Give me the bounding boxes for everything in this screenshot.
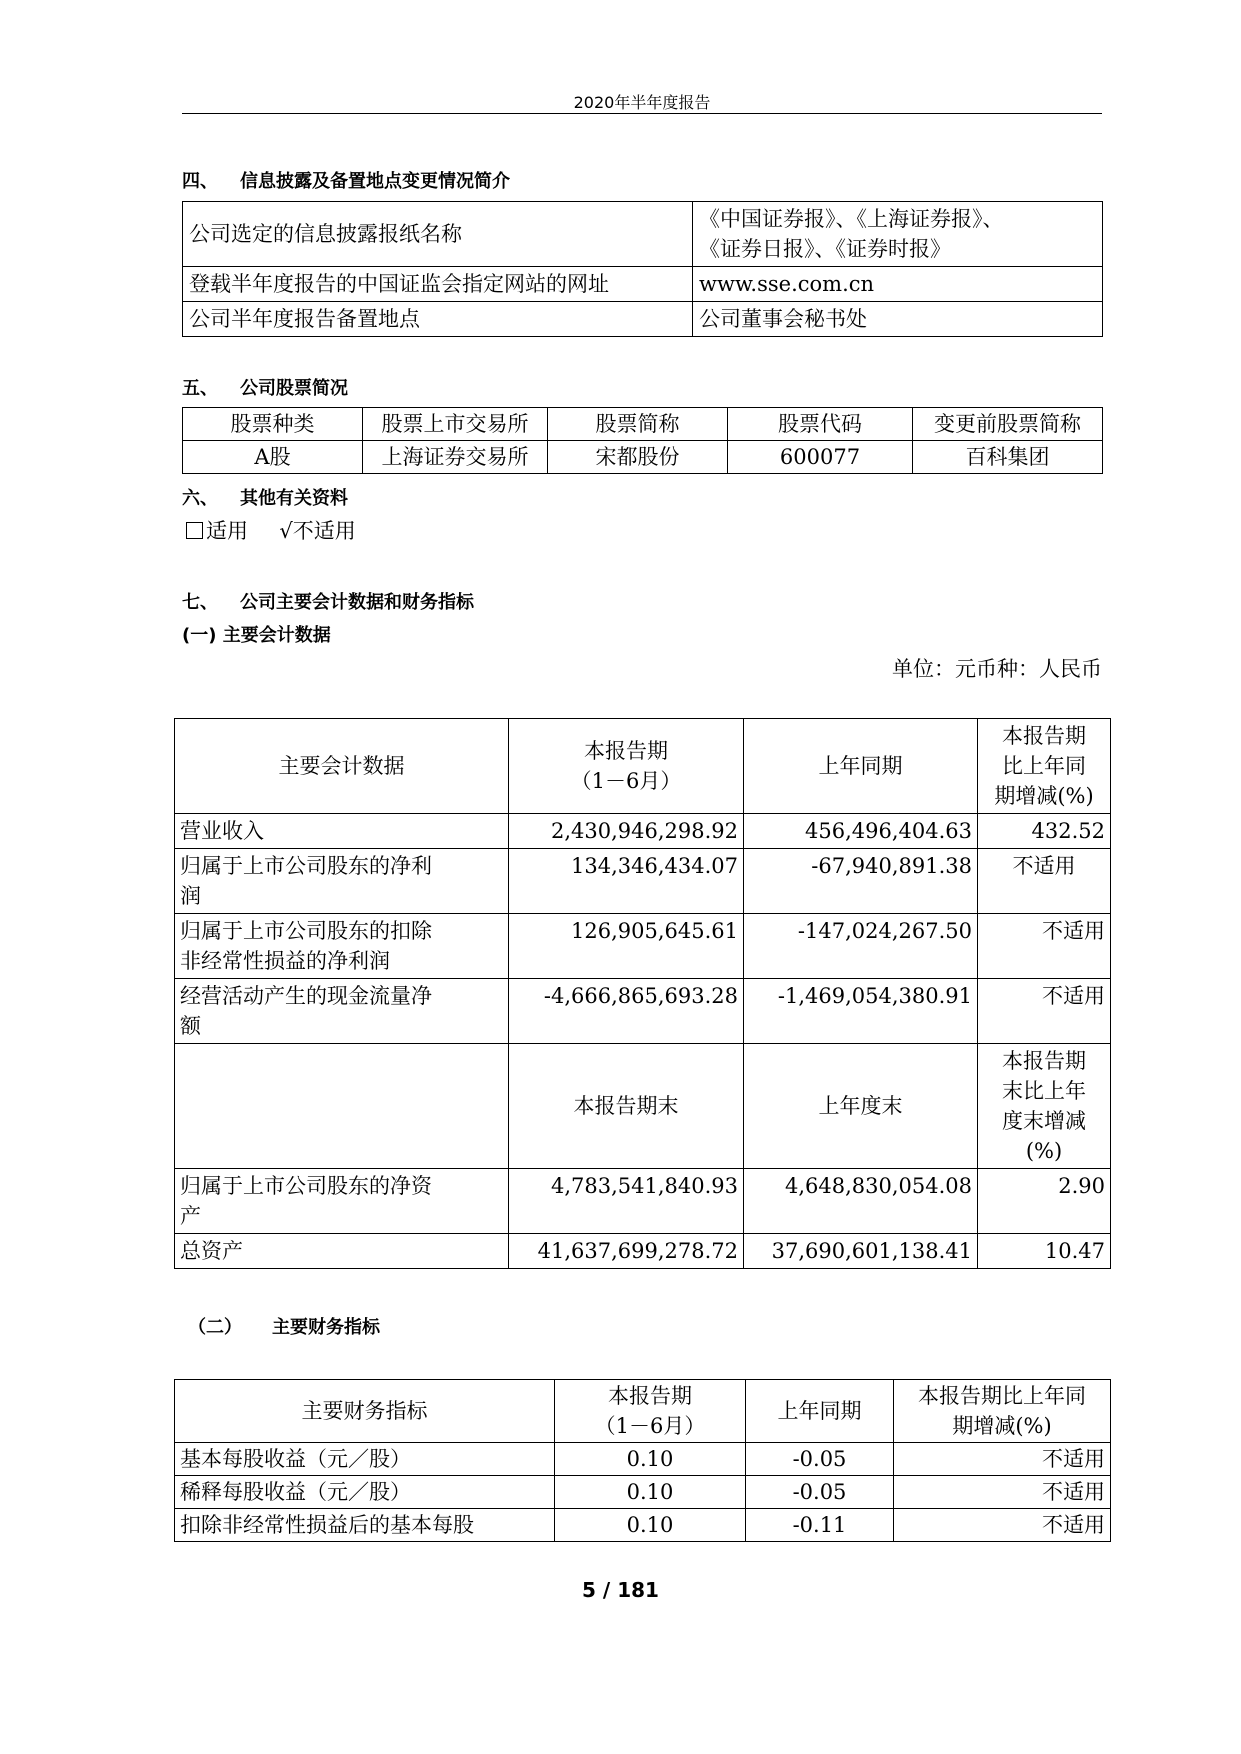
table-row (183, 302, 1103, 337)
section-7-heading (182, 588, 474, 614)
page-number: 5 / 181 (582, 1578, 659, 1602)
table-cell: -1,469,054,380.91 (744, 979, 978, 1044)
table-row (183, 267, 1103, 302)
section-5-number: 五、 (182, 378, 218, 399)
table-cell: -4,666,865,693.28 (509, 979, 744, 1044)
column-header: 上年同期 (744, 719, 978, 814)
table-row (183, 441, 1103, 474)
row-label: 营业收入 (175, 814, 509, 849)
disclosure-label: 公司选定的信息披露报纸名称 (183, 202, 693, 267)
section-6-heading (182, 484, 348, 510)
column-header-line: 本报告期比上年同 (918, 1384, 1086, 1408)
column-header-line: 本报告期 (608, 1384, 692, 1408)
subsection-2-heading (188, 1313, 380, 1339)
table-cell: 不适用 (978, 849, 1111, 914)
table-row (175, 719, 1111, 814)
table-cell: 432.52 (978, 814, 1111, 849)
table-cell: -147,024,267.50 (744, 914, 978, 979)
table-cell: 宋都股份 (548, 441, 728, 474)
column-header (978, 719, 1111, 814)
stock-table (182, 407, 1103, 474)
table-row (175, 1476, 1111, 1509)
row-label: 基本每股收益（元／股） (175, 1443, 555, 1476)
row-label: 扣除非经常性损益后的基本每股 (175, 1509, 555, 1542)
header-rule (182, 113, 1102, 114)
column-header: 上年度末 (744, 1044, 978, 1169)
column-header (894, 1380, 1111, 1443)
row-label-line: 归属于上市公司股东的净资 (180, 1174, 432, 1198)
table-cell: 126,905,645.61 (509, 914, 744, 979)
table-cell: 不适用 (978, 979, 1111, 1044)
column-header (555, 1380, 746, 1443)
column-header: 股票代码 (728, 408, 913, 441)
table-row (175, 1169, 1111, 1234)
column-header: 主要会计数据 (175, 719, 509, 814)
column-header-line: 期增减(%) (994, 784, 1094, 808)
table-cell: 10.47 (978, 1234, 1111, 1269)
subsection-1-heading: (一) 主要会计数据 (182, 625, 331, 646)
column-header: 股票上市交易所 (363, 408, 548, 441)
column-header-line: 本报告期 (1002, 1049, 1086, 1073)
row-label (175, 849, 509, 914)
section-5-heading (182, 374, 348, 400)
table-row (175, 814, 1111, 849)
column-header-line: 比上年同 (1002, 754, 1086, 778)
table-cell: 2,430,946,298.92 (509, 814, 744, 849)
section-4-number: 四、 (182, 171, 218, 192)
table-row (183, 408, 1103, 441)
financial-indicators-table (174, 1379, 1111, 1542)
table-row (175, 1380, 1111, 1443)
table-cell: 百科集团 (913, 441, 1103, 474)
row-label-line: 额 (180, 1014, 201, 1038)
table-cell: 2.90 (978, 1169, 1111, 1234)
table-cell: 4,648,830,054.08 (744, 1169, 978, 1234)
table-cell: -67,940,891.38 (744, 849, 978, 914)
row-label-line: 非经常性损益的净利润 (180, 949, 390, 973)
table-row (175, 1044, 1111, 1169)
table-cell: -0.11 (746, 1509, 894, 1542)
row-label (175, 979, 509, 1044)
option-applicable: 适用 (206, 519, 248, 543)
column-header-line: 度末增减 (1002, 1109, 1086, 1133)
column-header: 上年同期 (746, 1380, 894, 1443)
table-cell: 上海证券交易所 (363, 441, 548, 474)
disclosure-table (182, 201, 1103, 337)
row-label-line: 经营活动产生的现金流量净 (180, 984, 432, 1008)
table-cell: 不适用 (894, 1443, 1111, 1476)
table-cell: 600077 (728, 441, 913, 474)
table-cell: -0.05 (746, 1476, 894, 1509)
subsection-2-title: 主要财务指标 (272, 1317, 380, 1338)
section-7-number: 七、 (182, 592, 218, 613)
disclosure-value-line: 《中国证券报》、《上海证券报》、 (699, 207, 1004, 231)
disclosure-value: 公司董事会秘书处 (693, 302, 1103, 337)
disclosure-label: 公司半年度报告备置地点 (183, 302, 693, 337)
disclosure-value (693, 202, 1103, 267)
unit-note: 单位：元币种：人民币 (892, 657, 1102, 681)
section-6-number: 六、 (182, 488, 218, 509)
table-cell: 0.10 (555, 1509, 746, 1542)
table-row (175, 914, 1111, 979)
table-cell: 0.10 (555, 1443, 746, 1476)
column-header-line: 末比上年 (1002, 1079, 1086, 1103)
disclosure-value-line: 《证券日报》、《证券时报》 (699, 237, 951, 261)
row-label (175, 914, 509, 979)
table-row (175, 849, 1111, 914)
table-row (175, 1234, 1111, 1269)
column-header: 本报告期末 (509, 1044, 744, 1169)
table-cell: 0.10 (555, 1476, 746, 1509)
column-header-line: (%) (1025, 1139, 1063, 1163)
column-header: 变更前股票简称 (913, 408, 1103, 441)
table-cell: 4,783,541,840.93 (509, 1169, 744, 1234)
table-cell: 456,496,404.63 (744, 814, 978, 849)
table-row (183, 202, 1103, 267)
column-header-line: 本报告期 (1002, 724, 1086, 748)
column-header-line: 期增减(%) (952, 1414, 1052, 1438)
column-header-line: （1－6月） (594, 1414, 706, 1438)
column-header: 主要财务指标 (175, 1380, 555, 1443)
row-label-line: 归属于上市公司股东的净利 (180, 854, 432, 878)
section-4-title: 信息披露及备置地点变更情况简介 (240, 171, 510, 192)
column-header (175, 1044, 509, 1169)
row-label-line: 归属于上市公司股东的扣除 (180, 919, 432, 943)
section-4-heading (182, 167, 510, 193)
running-header: 2020年半年度报告 (573, 93, 711, 112)
column-header-line: （1－6月） (570, 769, 682, 793)
table-cell: 不适用 (978, 914, 1111, 979)
table-row (175, 1509, 1111, 1542)
subsection-2-number: （二） (188, 1317, 242, 1338)
section-6-title: 其他有关资料 (240, 488, 348, 509)
table-cell: 不适用 (894, 1476, 1111, 1509)
section-5-title: 公司股票简况 (240, 378, 348, 399)
option-not-applicable: 不适用 (292, 519, 356, 543)
column-header (509, 719, 744, 814)
row-label: 总资产 (175, 1234, 509, 1269)
row-label-line: 产 (180, 1204, 201, 1228)
column-header: 股票种类 (183, 408, 363, 441)
table-cell: 134,346,434.07 (509, 849, 744, 914)
applicability-line (186, 515, 356, 545)
column-header: 股票简称 (548, 408, 728, 441)
table-cell: 37,690,601,138.41 (744, 1234, 978, 1269)
checkmark-icon: √ (279, 519, 293, 543)
table-row (175, 1443, 1111, 1476)
row-label (175, 1169, 509, 1234)
table-row (175, 979, 1111, 1044)
table-cell: -0.05 (746, 1443, 894, 1476)
column-header-line: 本报告期 (584, 739, 668, 763)
table-cell: 不适用 (894, 1509, 1111, 1542)
table-cell: 41,637,699,278.72 (509, 1234, 744, 1269)
row-label-line: 润 (180, 884, 201, 908)
checkbox-empty-icon (186, 522, 203, 539)
column-header (978, 1044, 1111, 1169)
table-cell: A股 (183, 441, 363, 474)
accounting-data-table (174, 718, 1111, 1269)
disclosure-label: 登载半年度报告的中国证监会指定网站的网址 (183, 267, 693, 302)
section-7-title: 公司主要会计数据和财务指标 (240, 592, 474, 613)
disclosure-value: www.sse.com.cn (693, 267, 1103, 302)
row-label: 稀释每股收益（元／股） (175, 1476, 555, 1509)
